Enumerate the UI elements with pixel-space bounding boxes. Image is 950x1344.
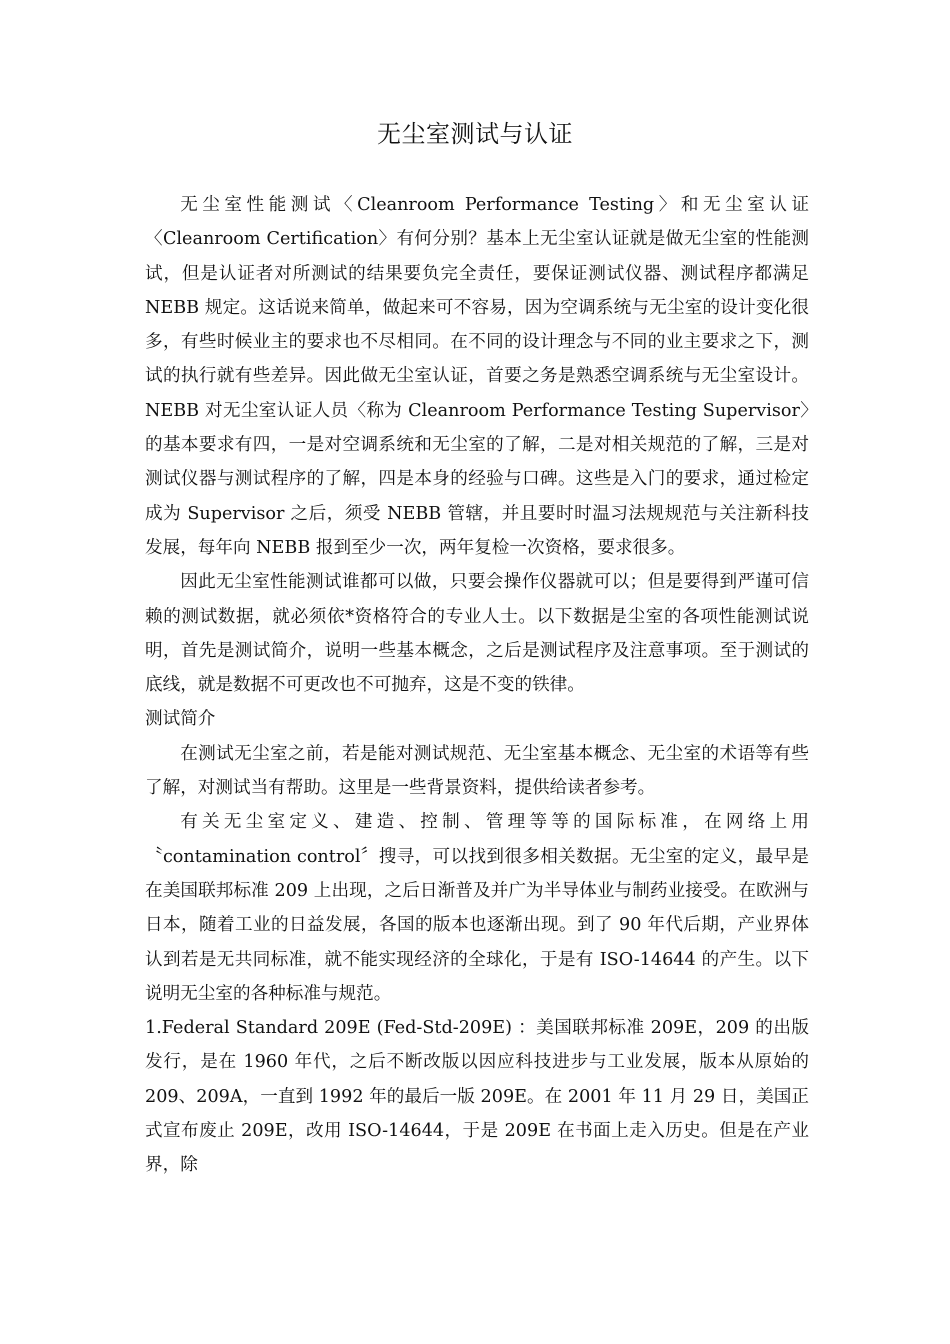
section-heading-test-intro: 测试简介 xyxy=(145,709,216,730)
paragraph-intro: 无尘室性能测试〈Cleanroom Performance Testing〉和无尘室认证〈Cleanroom Certification〉有何分别？基本上无尘室认证就是做无尘室的性能测试，但是认证者对所测试的结果要负完全责任，要保证测试仪器、测试程序都满足 NEBB 规定。这话说来简单，做起来可不容易，因为空调系统与无尘室的设计变化很多，有些时候业主的要求也不尽相同。在不同的设计理念与不同的业主要求之下，测试的执行就有些差异。因此做无尘室认证，首要之务是熟悉空调系统与无尘室设计。NEBB 对无尘室认证人员〈称为 Cleanroom Performance Testing Supervisor〉的基本要求有四，一是对空调系统和无尘室的了解，二是对相关规范的了解，三是对测试仪器与测试程序的了解，四是本身的经验与口碑。这些是入门的要求，通过检定成为 Supervisor 之后，须受 NEBB 管辖，并且要时时温习法规规范与关注新科技发展，每年向 NEBB 报到至少一次，两年复检一次资格，要求很多。 xyxy=(145,195,809,558)
paragraph-testing-data: 因此无尘室性能测试谁都可以做，只要会操作仪器就可以；但是要得到严谨可信赖的测试数据，就必须依*资格符合的专业人士。以下数据是尘室的各项性能测试说明，首先是测试简介，说明一些基本概念，之后是测试程序及注意事项。至于测试的底线，就是数据不可更改也不可抛弃，这是不变的铁律。 xyxy=(145,572,809,696)
document-body xyxy=(145,188,809,1183)
page-title: 无尘室测试与认证 xyxy=(377,120,573,148)
paragraph-fed-std-209e: 1.Federal Standard 209E (Fed-Std-209E) ：美国联邦标准 209E，209 的出版发行，是在 1960 年代，之后不断改版以因应科技进步与工业发展，版本从原始的 209、209A，一直到 1992 年的最后一版 209E。在 2001 年 11 月 29 日，美国正式宣布废止 209E，改用 ISO-14644，于是 209E 在书面上走入历史。但是在产业界，除 xyxy=(145,1018,809,1176)
paragraph-standards: 有关无尘室定义、建造、控制、管理等等的国际标准，在网络上用〝contamination control〞搜寻，可以找到很多相关数据。无尘室的定义，最早是在美国联邦标准 209 上出现，之后日渐普及并广为半导体业与制药业接受。在欧洲与日本，随着工业的日益发展，各国的版本也逐渐出现。到了 90 年代后期，产业界体认到若是无共同标准，就不能实现经济的全球化，于是有 ISO-14644 的产生。以下说明无尘室的各种标准与规范。 xyxy=(145,812,809,1004)
paragraph-background: 在测试无尘室之前，若是能对测试规范、无尘室基本概念、无尘室的术语等有些了解，对测试当有帮助。这里是一些背景资料，提供给读者参考。 xyxy=(145,743,809,799)
